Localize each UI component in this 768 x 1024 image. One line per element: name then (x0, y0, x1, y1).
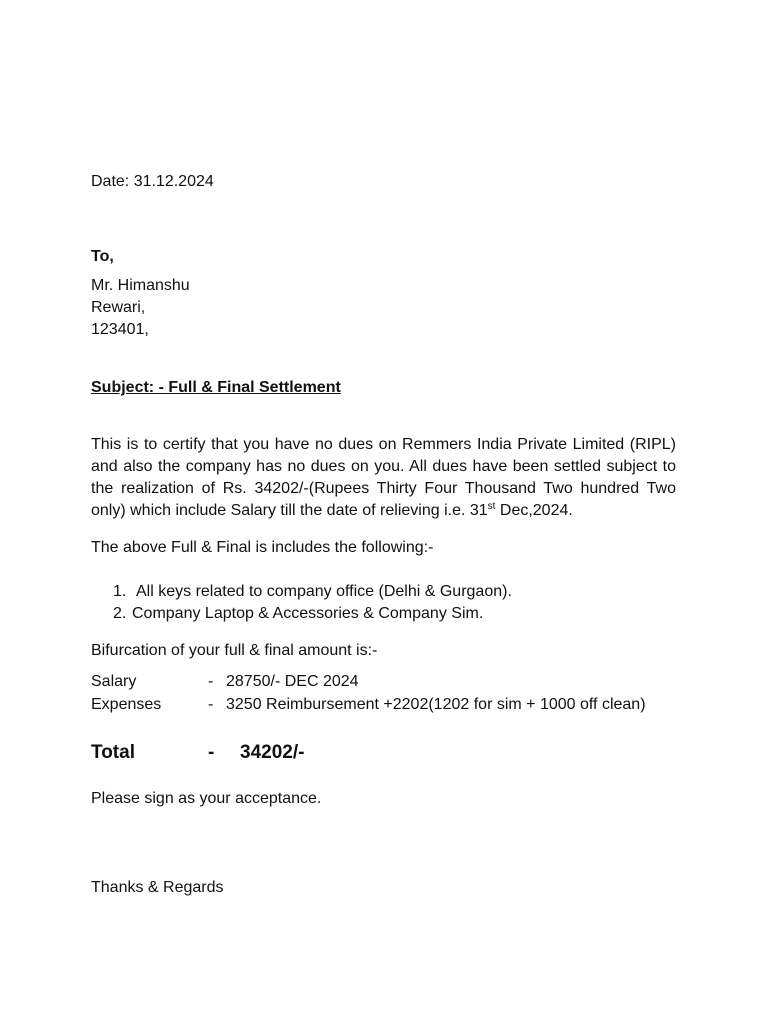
recipient-address (91, 275, 676, 341)
total-value: 34202/- (240, 742, 305, 763)
breakdown-value: 28750/- DEC 2024 (226, 673, 359, 690)
amount-breakdown (91, 671, 676, 717)
breakdown-label: Expenses (91, 696, 162, 713)
recipient-name: Mr. Himanshu (91, 277, 190, 294)
breakdown-row-salary (91, 671, 676, 694)
includes-intro: The above Full & Final is includes the following:- (91, 539, 434, 556)
list-text: All keys related to company office (Delhi & Gurgaon). (136, 583, 512, 600)
letter-date: Date: 31.12.2024 (91, 173, 214, 190)
list-text: Company Laptop & Accessories & Company Sim. (132, 605, 484, 622)
breakdown-dash: - (208, 696, 214, 713)
paragraph-text: This is to certify that you have no dues on Remmers India Private Limited (RIPL) and also the company has no dues on you. All dues have been settled subject to the realization of Rs. 34202/-(Rupees Thirty Four Thousand Two hundred Two only) which include Salary till the date of relieving i.e. 31 (91, 436, 676, 519)
breakdown-dash: - (208, 673, 214, 690)
closing-line: Thanks & Regards (91, 879, 224, 896)
ordinal-suffix: st (487, 501, 496, 512)
settlement-paragraph (91, 434, 676, 522)
breakdown-row-expenses (91, 694, 676, 717)
list-item (91, 603, 676, 625)
list-number: 1. (113, 583, 127, 600)
bifurcation-intro: Bifurcation of your full & final amount is:- (91, 642, 378, 659)
recipient-pin: 123401, (91, 321, 149, 338)
recipient-city: Rewari, (91, 299, 146, 316)
paragraph-date: Dec,2024. (495, 502, 573, 519)
breakdown-value: 3250 Reimbursement +2202(1202 for sim + 1000 off clean) (226, 696, 646, 713)
total-label: Total (91, 742, 135, 763)
total-row (91, 742, 676, 764)
acceptance-line: Please sign as your acceptance. (91, 790, 322, 807)
list-item (91, 581, 676, 603)
includes-list (91, 581, 676, 625)
to-label: To, (91, 248, 114, 265)
letter-subject: Subject: - Full & Final Settlement (91, 379, 341, 396)
total-dash: - (208, 742, 215, 763)
list-number: 2. (113, 605, 127, 622)
breakdown-label: Salary (91, 673, 137, 690)
